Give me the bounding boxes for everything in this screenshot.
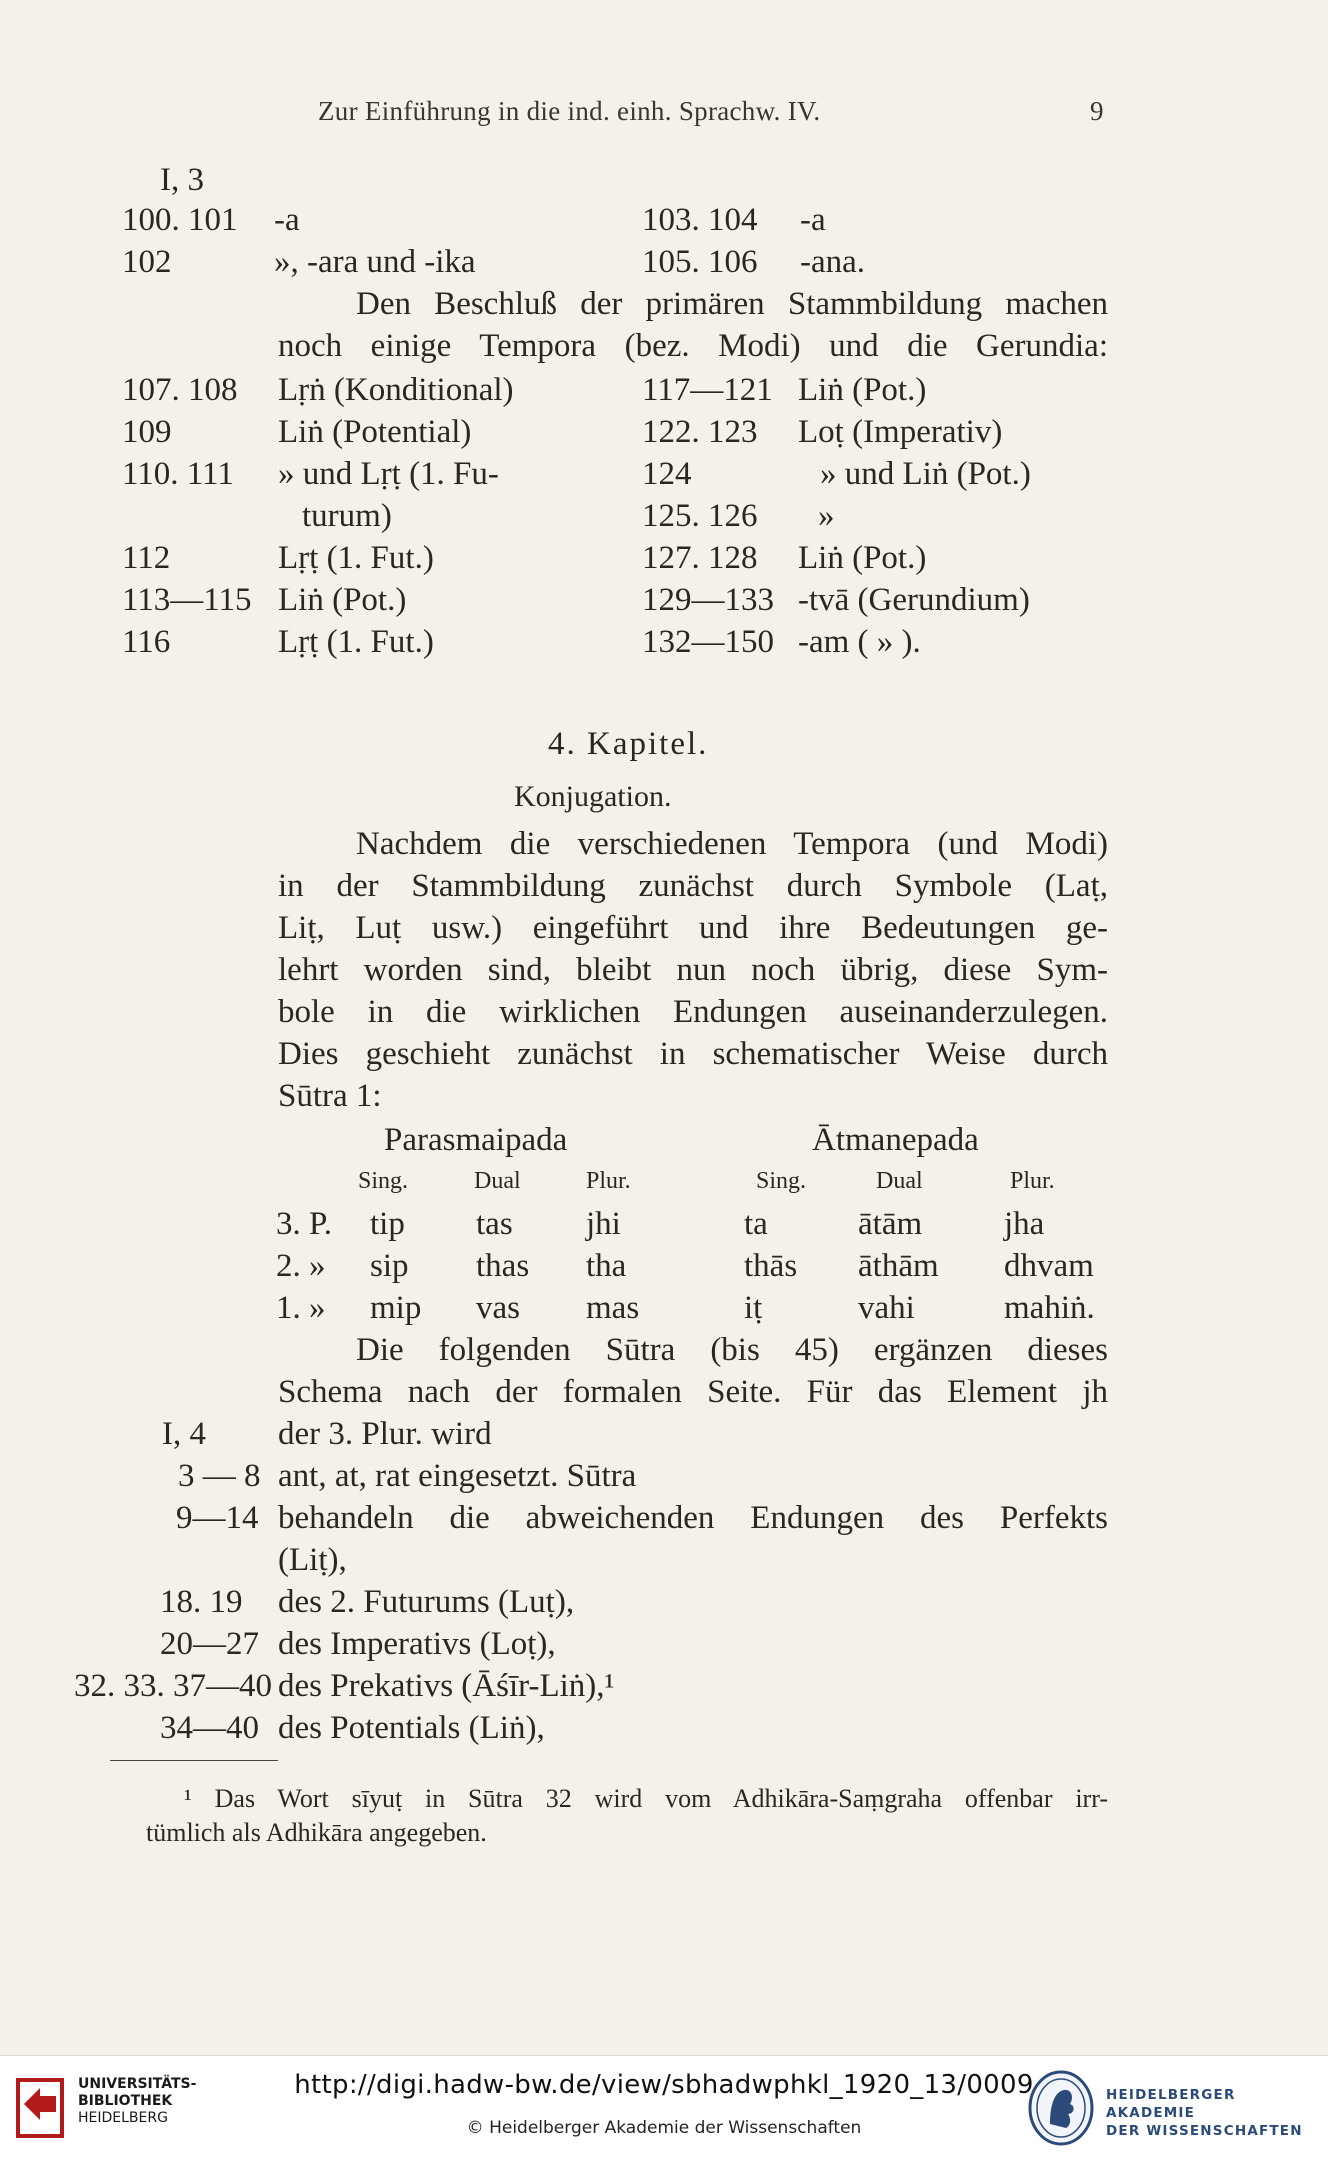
paragraph-line: in der Stammbildung zunächst durch Symbole (Laṭ, — [278, 868, 1108, 904]
paragraph-line: noch einige Tempora (bez. Modi) und die Gerundia: — [278, 328, 1108, 364]
book-page: Zur Einführung in die ind. einh. Sprachw. IV. 9 I, 3 100. 101 -a 103. 104 -a 102 », -ara und -ika 105. 106 -ana. Den Beschluß der primären Stammbildung machen noch einige Tempora (bez. Modi) und die Gerundia: 107. 108 Lṛṅ (Konditional) 117—121 Liṅ (Pot.) 109 Liṅ (Potential) 122. 123 Loṭ (Imperativ) 110. 111 » und Lṛṭ (1. Fu- 124 » und Liṅ (Pot.) turum) 125. 126 » 112 Lṛṭ (1. Fut.) 127. 128 Liṅ (Pot.) 113—115 Liṅ (Pot.) 129—133 -tvā (Gerundium) 116 Lṛṭ (1. Fut.) 132—150 -am ( » ). 4. Kapitel. Konjugation. Nachdem die verschiedenen Tempora (und Modi) in der Stammbildung zunächst durch Symbole (Laṭ, Liṭ, Luṭ usw.) eingeführt und ihre Bedeutungen ge- lehrt worden sind, bleibt nun noch übrig, diese Sym- bole in die wirklichen Endungen auseinanderzulegen. Dies geschieht zunächst in schematischer Weise durch Sūtra 1: Parasmaipada Ātmanepada Sing. Dual Plur. Sing. Dual Plur. 3. P. tip tas jhi ta ātām jha 2. » sip thas tha thās āthām dhvam 1. » mip vas mas iṭ vahi mahiṅ. Die folgenden Sūtra (bis 45) ergänzen dieses Schema nach der formalen Seite. Für das Element jh I, 4 der 3. Plur. wird 3 — 8 ant, at, rat eingesetzt. Sūtra 9—14 behandeln die abweichenden Endungen des Perfekts (Liṭ), 18. 19 des 2. Futurums (Luṭ), 20—27 des Imperativs (Loṭ), 32. 33. 37—40 des Prekativs (Āśīr-Liṅ),¹ 34—40 des Potentials (Liṅ), ¹ Das Wort sīyuṭ in Sūtra 32 wird vom Adhikāra-Saṃgraha offenbar irr- tümlich als Adhikāra angegeben. — [74, 96, 1108, 1847]
paragraph-line: Nachdem die verschiedenen Tempora (und Modi) — [356, 826, 1108, 862]
column-header: Plur. — [586, 1168, 631, 1194]
column-header: Plur. — [1010, 1168, 1055, 1194]
footnote-line: tümlich als Adhikāra angegeben. — [146, 1818, 487, 1847]
column-header: Dual — [474, 1168, 521, 1194]
paragraph-line: Schema nach der formalen Seite. Für das Element jh — [278, 1374, 1108, 1410]
column-header: Sing. — [756, 1168, 807, 1194]
page-number: 9 — [1090, 96, 1104, 126]
running-title: Zur Einführung in die ind. einh. Sprachw. IV. — [318, 96, 821, 126]
column-group-heading: Parasmaipada — [384, 1122, 568, 1158]
paragraph-line: Den Beschluß der primären Stammbildung machen — [356, 286, 1108, 322]
column-header: Dual — [876, 1168, 923, 1194]
library-name: UNIVERSITÄTS- BIBLIOTHEK HEIDELBERG — [78, 2076, 197, 2126]
paragraph-line: Dies geschieht zunächst in schematischer Weise durch — [278, 1036, 1108, 1072]
academy-name: HEIDELBERGER AKADEMIE DER WISSENSCHAFTEN — [1106, 2087, 1303, 2139]
column-group-heading: Ātmanepada — [812, 1122, 979, 1158]
academy-seal-icon — [1026, 2066, 1096, 2152]
paragraph-line: bole in die wirklichen Endungen auseinanderzulegen. — [278, 994, 1108, 1030]
footer-bar — [0, 2055, 1328, 2160]
column-header: Sing. — [358, 1168, 409, 1194]
chapter-subtitle: Konjugation. — [514, 780, 672, 813]
sutra-ref: I, 3 — [160, 162, 204, 198]
footnote-line: ¹ Das Wort sīyuṭ in Sūtra 32 wird vom Adhikāra-Saṃgraha offenbar irr- — [184, 1784, 1108, 1813]
paragraph-line: lehrt worden sind, bleibt nun noch übrig, diese Sym- — [278, 952, 1108, 988]
paragraph-line: Sūtra 1: — [278, 1078, 382, 1114]
paragraph-line: Liṭ, Luṭ usw.) eingeführt und ihre Bedeutungen ge- — [278, 910, 1108, 946]
permalink-url[interactable]: http://digi.hadw-bw.de/view/sbhadwphkl_1920_13/0009 — [294, 2070, 1034, 2100]
footnote-rule — [110, 1760, 278, 1761]
copyright-notice: © Heidelberger Akademie der Wissenschaften — [466, 2118, 862, 2138]
chapter-heading: 4. Kapitel. — [548, 726, 709, 762]
paragraph-line: Die folgenden Sūtra (bis 45) ergänzen dieses — [356, 1332, 1108, 1368]
